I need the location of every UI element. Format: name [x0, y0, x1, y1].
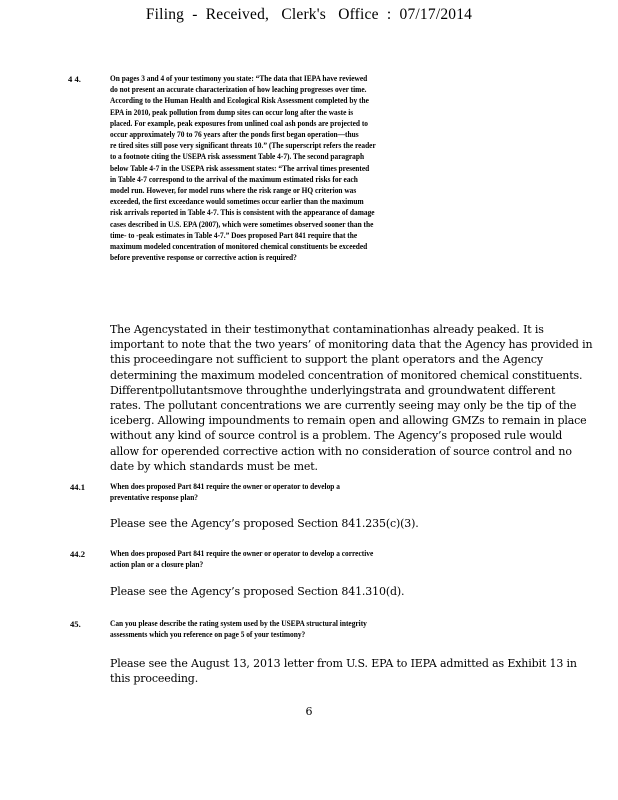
filing-header: Filing - Received, Clerk's Office : 07/17/2014 — [145, 6, 473, 23]
question-44-line: maximum modeled concentration of monitored chemical constituents be exceeded — [110, 241, 368, 252]
answer-44-2-text: Please see the Agency’s proposed Section 841.310(d). — [110, 585, 405, 598]
question-number-45: 45. — [70, 619, 81, 629]
answer-45-line: this proceeding. — [110, 672, 199, 686]
question-number-44-2: 44.2 — [70, 549, 86, 559]
question-44-line: exceeded, the first exceedance would sometimes occur earlier than the maximum — [110, 196, 364, 207]
question-number-44: 4 4. — [68, 74, 81, 84]
answer-44-1-text: Please see the Agency’s proposed Section 841.235(c)(3). — [110, 517, 419, 530]
question-44-line: On pages 3 and 4 of your testimony you state: “The data that IEPA have reviewed — [110, 73, 368, 83]
answer-44-line: determining the maximum modeled concentration of monitored chemical constituents. — [110, 368, 583, 382]
question-44 — [110, 73, 523, 263]
question-44-2-line: When does proposed Part 841 require the owner or operator to develop a corrective — [110, 548, 374, 558]
answer-44-2 — [110, 584, 404, 599]
answer-44-line: this proceedingare not sufficient to support the plant operators and the Agency — [110, 353, 543, 367]
question-44-line: below Table 4-7 in the USEPA risk assessment states: “The arrival times presented — [110, 162, 370, 173]
question-44-line: model run. However, for model runs where the risk range or HQ criterion was — [110, 185, 357, 196]
question-44-line: cases described in U.S. EPA (2007), which were sometimes observed sooner than the — [110, 218, 374, 229]
question-44-line: EPA in 2010, peak pollution from dump sites can occur long after the waste is — [110, 106, 354, 117]
question-number-44-1: 44.1 — [70, 482, 86, 492]
answer-44-line: without any kind of source control is a problem. The Agency’s proposed rule would — [110, 429, 563, 443]
question-44-line: in Table 4-7 correspond to the arrival of the maximum estimated risks for each — [110, 173, 358, 184]
answer-44-line: rates. The pollutant concentrations we are currently seeing may only be the tip of the — [110, 399, 577, 413]
answer-44-1 — [110, 516, 419, 531]
answer-45-line: Please see the August 13, 2013 letter from U.S. EPA to IEPA admitted as Exhibit 13 in — [110, 657, 577, 670]
question-44-line: occur approximately 70 to 76 years after the ponds first began operation—thus — [110, 129, 359, 140]
page-number: 6 — [305, 705, 313, 718]
question-45-line: Can you please describe the rating system used by the USEPA structural integrity — [110, 618, 367, 628]
answer-44-line: The Agencystated in their testimonythat contaminationhas already peaked. It is — [110, 323, 544, 336]
answer-45 — [110, 656, 577, 686]
answer-44-line: important to note that the two years’ of monitoring data that the Agency has provided in — [110, 338, 593, 352]
question-44-line: placed. For example, peak exposures from unlined coal ash ponds are projected to — [110, 117, 368, 128]
question-44-1-line: preventative response plan? — [110, 492, 199, 503]
answer-44-line: allow for operended corrective action with no consideration of source control and no — [110, 444, 572, 458]
question-45-line: assessments which you reference on page 5 of your testimony? — [110, 629, 306, 640]
question-44-1-line: When does proposed Part 841 require the owner or operator to develop a — [110, 481, 340, 491]
question-44-1 — [110, 481, 540, 503]
question-44-line: do not present an accurate characterization of how leaching progresses over time. — [110, 84, 367, 95]
question-44-2 — [110, 548, 394, 570]
answer-44 — [110, 322, 592, 474]
answer-44-line: Differentpollutantsmove throughthe underlyingstrata and groundwatent different — [110, 383, 556, 397]
question-44-line: re tired sites still pose very significant threats 10.” (The superscript refers the reader — [110, 140, 376, 151]
question-44-line: According to the Human Health and Ecological Risk Assessment completed by the — [110, 95, 369, 106]
question-44-line: before preventive response or corrective action is required? — [110, 252, 297, 263]
question-44-line: risk arrivals reported in Table 4-7. This is consistent with the appearance of damage — [110, 207, 375, 218]
question-44-line: to a footnote citing the USEPA risk assessment Table 4-7). The second paragraph — [110, 151, 365, 162]
question-44-2-line: action plan or a closure plan? — [110, 559, 204, 570]
question-45 — [110, 618, 385, 640]
answer-44-line: date by which standards must be met. — [110, 459, 318, 473]
answer-44-line: iceberg. Allowing impoundments to remain open and allowing GMZs to remain in place — [110, 414, 587, 428]
question-44-line: time- to -peak estimates in Table 4-7.” Does proposed Part 841 require that the — [110, 229, 358, 240]
